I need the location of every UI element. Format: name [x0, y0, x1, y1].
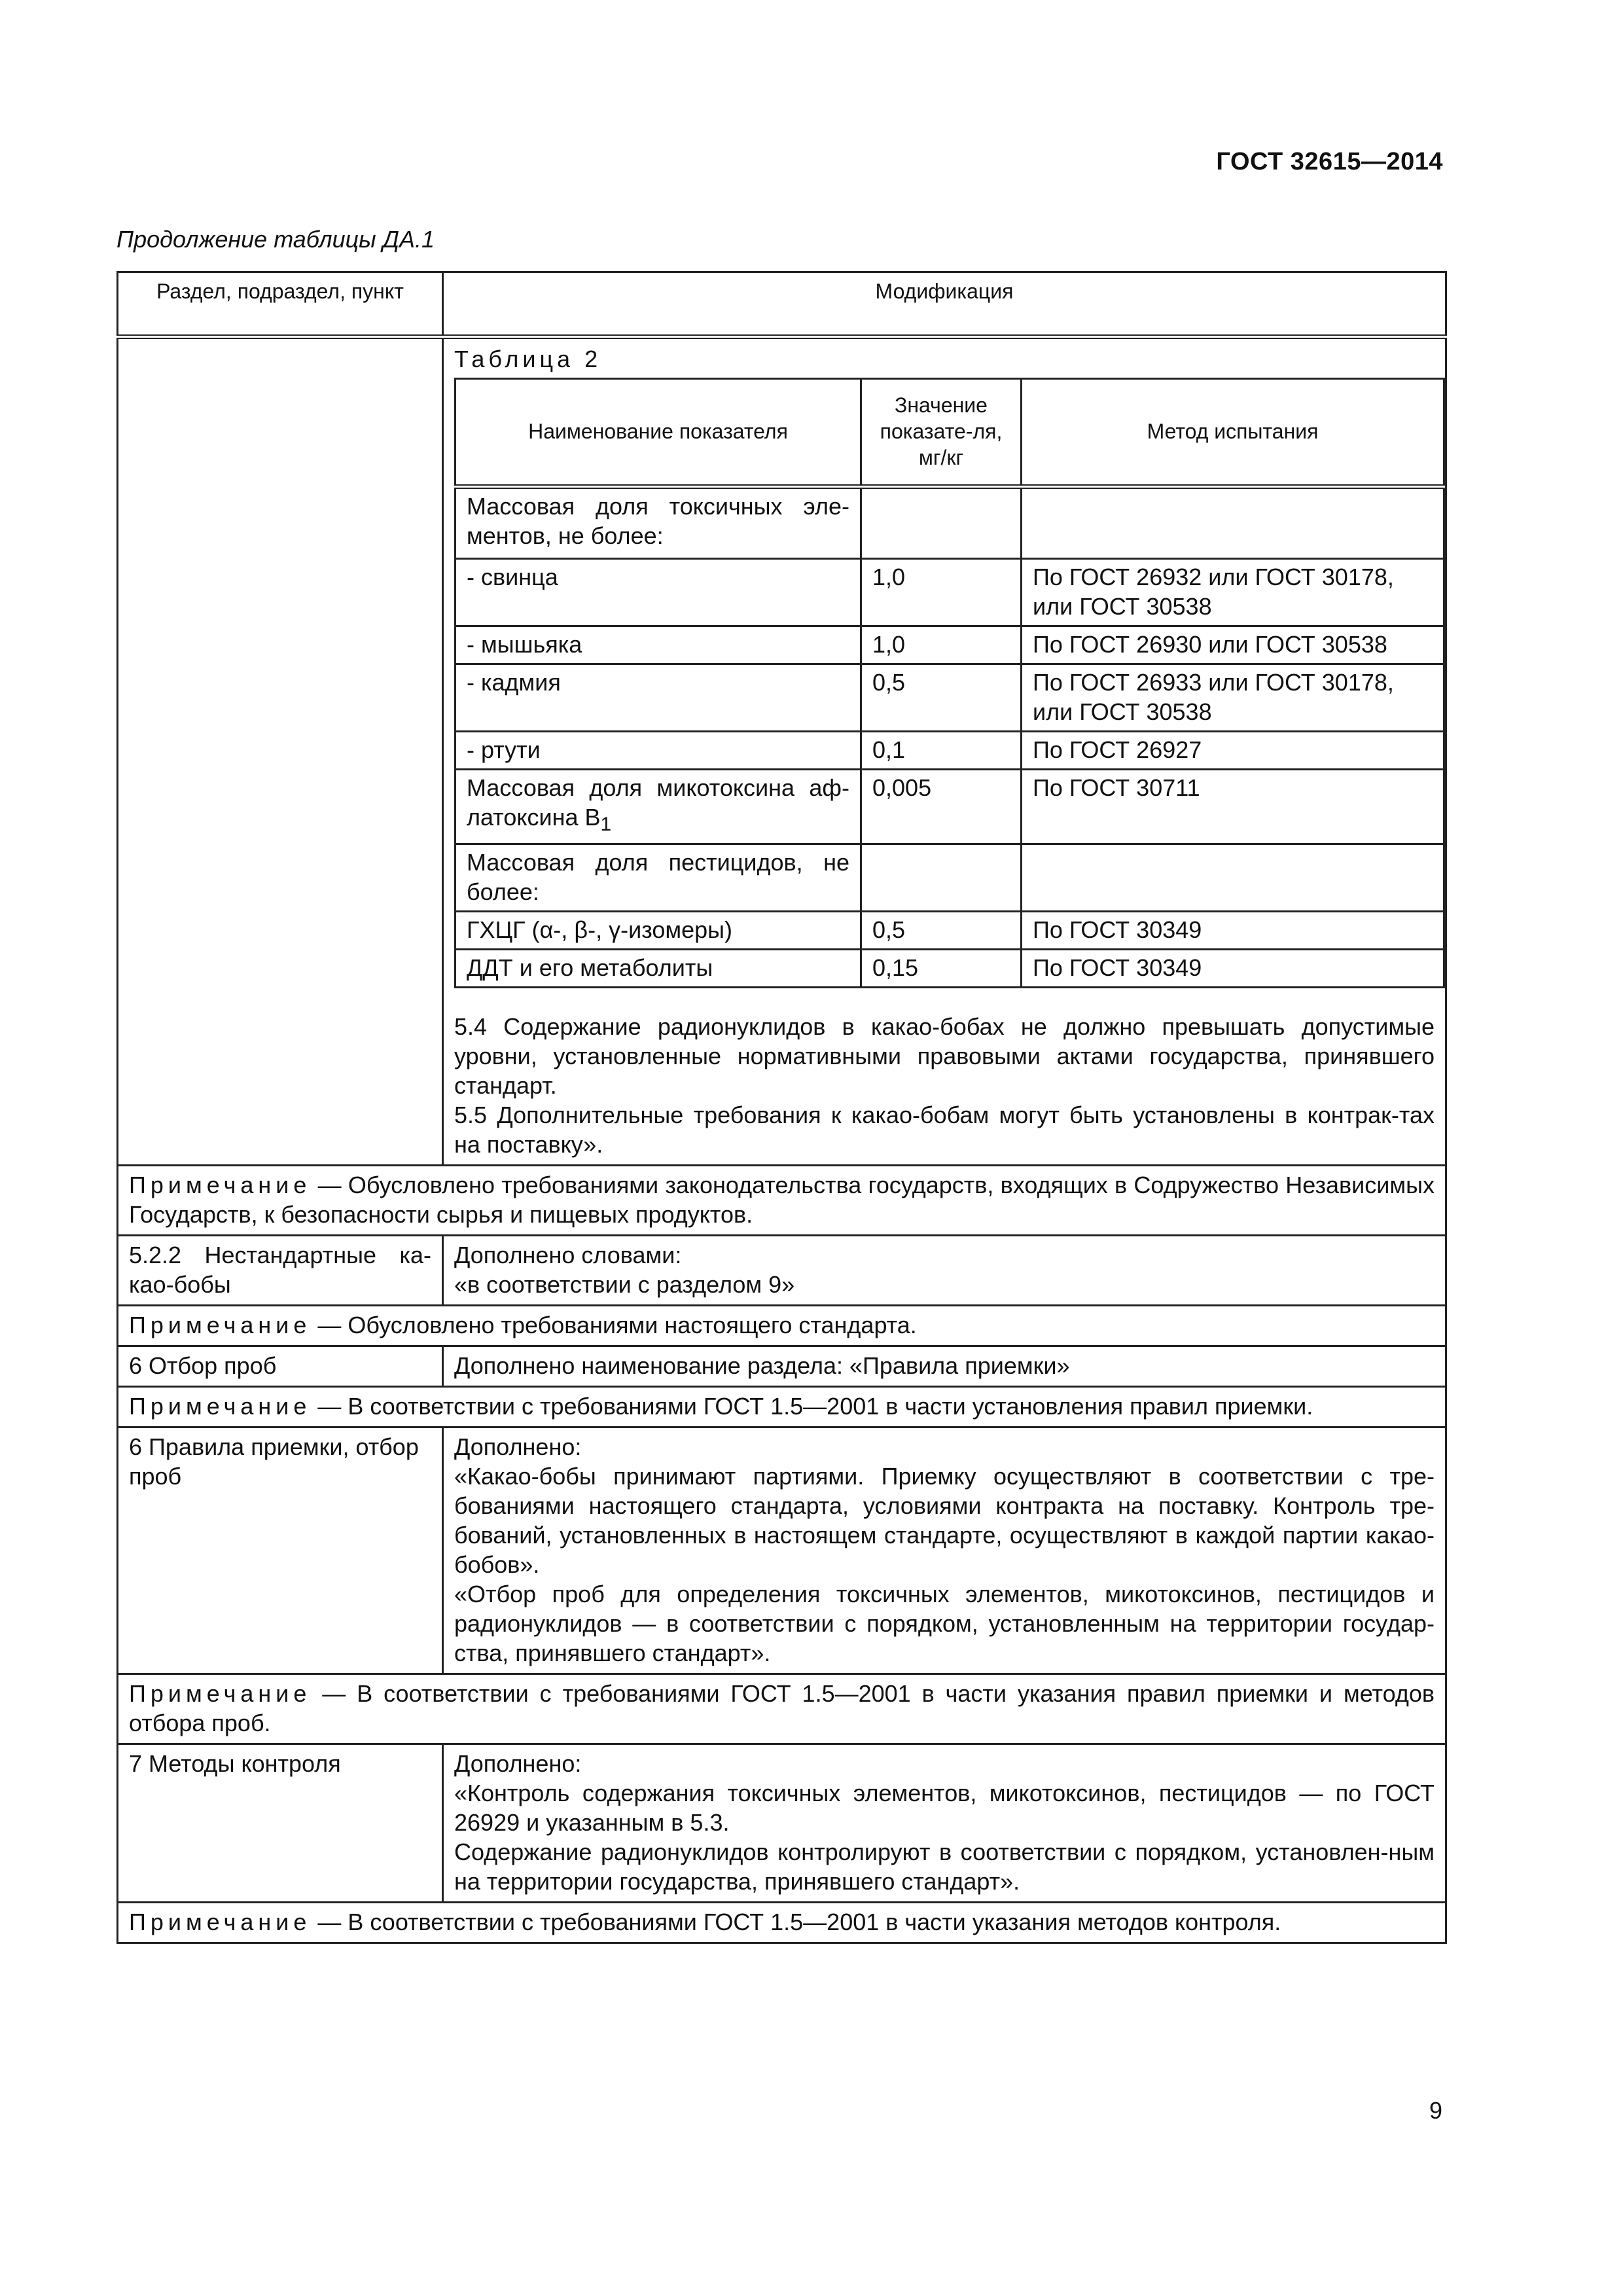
note-row — [118, 1387, 1446, 1427]
indicator-name: - ртути — [455, 732, 861, 770]
note-text: — В соответствии с требованиями ГОСТ 1.5—2001 в части установления правил приемки. — [311, 1393, 1313, 1420]
table-row — [455, 626, 1444, 664]
modification-line: «в соответствии с разделом 9» — [454, 1271, 795, 1299]
table-row — [455, 770, 1444, 844]
indicator-method: По ГОСТ 26930 или ГОСТ 30538 — [1022, 626, 1444, 664]
indicator-name: Массовая доля пестицидов, не более: — [455, 844, 861, 912]
note-label: Примечание — [129, 1312, 312, 1339]
note — [118, 1306, 1446, 1346]
table-row — [455, 487, 1444, 559]
indicator-method: По ГОСТ 30349 — [1022, 912, 1444, 950]
indicator-name-subscript: 1 — [600, 814, 612, 836]
table-row — [118, 1744, 1446, 1903]
section-cell: 6 Правила приемки, отбор проб — [118, 1427, 443, 1674]
table2-header-row — [455, 379, 1444, 487]
header-modification: Модификация — [443, 272, 1446, 337]
indicator-value: 0,005 — [861, 770, 1022, 844]
indicator-name-text: Массовая доля микотоксина аф-латоксина B — [467, 774, 849, 831]
table-row — [118, 1427, 1446, 1674]
indicator-value — [861, 487, 1022, 559]
modification-line: Дополнено: — [454, 1433, 582, 1461]
modification-cell: Дополнено наименование раздела: «Правила приемки» — [443, 1346, 1446, 1387]
indicator-value: 1,0 — [861, 626, 1022, 664]
modification-line: «Контроль содержания токсичных элементов, микотоксинов, пестицидов — по ГОСТ 26929 и указанным в 5.3. — [454, 1780, 1435, 1837]
note-label: Примечание — [129, 1680, 312, 1708]
indicator-value — [861, 844, 1022, 912]
table2-followup — [454, 1012, 1445, 1159]
note-row — [118, 1166, 1446, 1236]
note — [118, 1387, 1446, 1427]
table2-cell — [443, 337, 1446, 1166]
indicator-method: По ГОСТ 30711 — [1022, 770, 1444, 844]
section-cell: 6 Отбор проб — [118, 1346, 443, 1387]
table2 — [454, 378, 1445, 988]
note-label: Примечание — [129, 1172, 312, 1199]
table-row — [455, 732, 1444, 770]
note-row — [118, 1674, 1446, 1744]
paragraph-5-5: 5.5 Дополнительные требования к какао-бобам могут быть установлены в контрак-тах на поставку». — [454, 1102, 1435, 1158]
modification-line: «Какао-бобы принимают партиями. Приемку осуществляют в соответствии с тре-бованиями настоящего стандарта, условиями контракта на поставку. Контроль тре-бований, установленных в настоящем стандарте, осуществляют в каждой партии какао-бобов». — [454, 1463, 1435, 1579]
table-row — [455, 912, 1444, 950]
table-row — [455, 664, 1444, 732]
modification-cell — [443, 1236, 1446, 1306]
table2-row — [118, 337, 1446, 1166]
page-number: 9 — [1429, 2097, 1442, 2124]
note-text: — Обусловлено требованиями настоящего стандарта. — [311, 1312, 917, 1339]
modification-line: Дополнено словами: — [454, 1242, 682, 1269]
modification-line: Дополнено: — [454, 1750, 582, 1778]
modification-table — [116, 271, 1447, 1944]
indicator-name: ГХЦГ (α-, β-, γ-изомеры) — [455, 912, 861, 950]
note-row — [118, 1903, 1446, 1943]
indicator-name: ДДТ и его метаболиты — [455, 950, 861, 988]
table2-section-cell — [118, 337, 443, 1166]
indicator-name — [455, 770, 861, 844]
indicator-value: 0,1 — [861, 732, 1022, 770]
indicator-name: - мышьяка — [455, 626, 861, 664]
modification-line: «Отбор проб для определения токсичных элементов, микотоксинов, пестицидов и радионуклидов — в соответствии с порядком, установленным на территории государ-ства, принявшего стандарт». — [454, 1581, 1435, 1667]
note-text: — В соответствии с требованиями ГОСТ 1.5—2001 в части указания правил приемки и методов отбора проб. — [129, 1680, 1435, 1737]
indicator-method — [1022, 844, 1444, 912]
modification-cell — [443, 1427, 1446, 1674]
table2-header-method: Метод испытания — [1022, 379, 1444, 487]
indicator-method — [1022, 487, 1444, 559]
table2-header-value: Значение показате-ля, мг/кг — [861, 379, 1022, 487]
indicator-name: Массовая доля токсичных эле-ментов, не более: — [455, 487, 861, 559]
modification-cell — [443, 1744, 1446, 1903]
table-row — [455, 559, 1444, 626]
header-section: Раздел, подраздел, пункт — [118, 272, 443, 337]
section-cell: 7 Методы контроля — [118, 1744, 443, 1903]
indicator-name: - кадмия — [455, 664, 861, 732]
indicator-name: - свинца — [455, 559, 861, 626]
header-row — [118, 272, 1446, 337]
note-text: — Обусловлено требованиями законодательства государств, входящих в Содружество Независимых Государств, к безопасности сырья и пищевых продуктов. — [129, 1172, 1435, 1229]
note — [118, 1166, 1446, 1236]
indicator-method: По ГОСТ 26933 или ГОСТ 30178, или ГОСТ 30538 — [1022, 664, 1444, 732]
note — [118, 1903, 1446, 1943]
indicator-method: По ГОСТ 26932 или ГОСТ 30178, или ГОСТ 30538 — [1022, 559, 1444, 626]
table-caption: Продолжение таблицы ДА.1 — [116, 226, 435, 253]
note-row — [118, 1306, 1446, 1346]
note-label: Примечание — [129, 1909, 312, 1936]
indicator-value: 0,5 — [861, 664, 1022, 732]
paragraph-5-4: 5.4 Содержание радионуклидов в какао-бобах не должно превышать допустимые уровни, установленные нормативными правовыми актами государства, принявшего стандарт. — [454, 1013, 1435, 1100]
indicator-value: 0,15 — [861, 950, 1022, 988]
note — [118, 1674, 1446, 1744]
indicator-value: 0,5 — [861, 912, 1022, 950]
note-text: — В соответствии с требованиями ГОСТ 1.5—2001 в части указания методов контроля. — [311, 1909, 1281, 1936]
section-cell: 5.2.2 Нестандартные ка-као-бобы — [118, 1236, 443, 1306]
table-row — [118, 1346, 1446, 1387]
note-label: Примечание — [129, 1393, 312, 1420]
table-row — [455, 950, 1444, 988]
table-row — [455, 844, 1444, 912]
table2-title: Таблица 2 — [454, 346, 602, 372]
indicator-value: 1,0 — [861, 559, 1022, 626]
table2-header-name: Наименование показателя — [455, 379, 861, 487]
modification-line: Содержание радионуклидов контролируют в соответствии с порядком, установлен-ным на территории государства, принявшего стандарт». — [454, 1839, 1435, 1895]
indicator-method: По ГОСТ 30349 — [1022, 950, 1444, 988]
table-row — [118, 1236, 1446, 1306]
indicator-method: По ГОСТ 26927 — [1022, 732, 1444, 770]
standard-number: ГОСТ 32615—2014 — [1216, 148, 1443, 175]
